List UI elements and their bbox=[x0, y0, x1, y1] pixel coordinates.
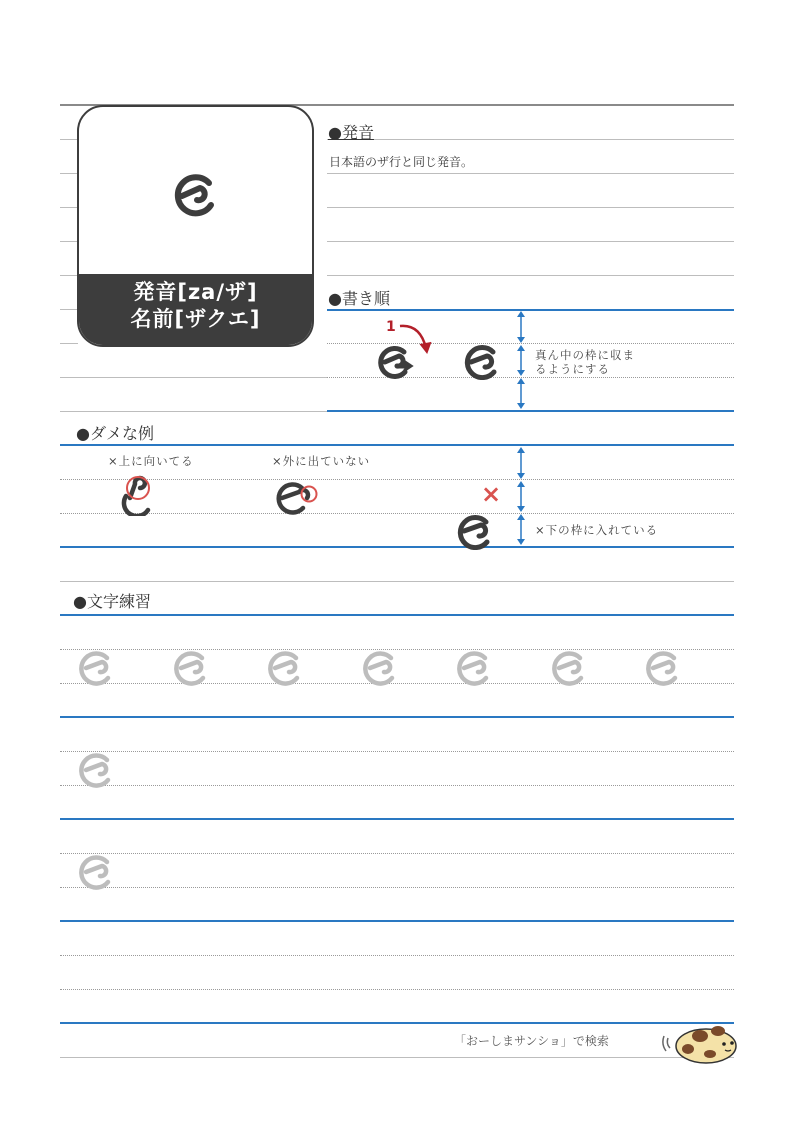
practice-rule bbox=[60, 853, 734, 854]
practice-rule bbox=[60, 785, 734, 786]
rule bbox=[60, 377, 327, 378]
trace-glyph-7 bbox=[645, 650, 685, 686]
rule bbox=[327, 241, 734, 242]
trace-glyph-3 bbox=[267, 650, 307, 686]
stroke-order-top-rule bbox=[327, 309, 734, 311]
rule bbox=[60, 411, 327, 412]
pronunciation-label: 発音[za/ザ] bbox=[133, 280, 258, 304]
stroke-order-note: 真ん中の枠に収ま るようにする bbox=[535, 348, 635, 376]
rule bbox=[60, 309, 78, 310]
pronunciation-text: 日本語のザ行と同じ発音。 bbox=[329, 155, 474, 169]
practice-rule bbox=[60, 751, 734, 752]
bad-example-label-3: ×下の枠に入れている bbox=[535, 523, 659, 537]
rule bbox=[60, 275, 78, 276]
practice-rule bbox=[60, 818, 734, 820]
trace-glyph-1 bbox=[78, 650, 118, 686]
rule bbox=[60, 139, 78, 140]
practice-rule bbox=[60, 1022, 734, 1024]
practice-rule bbox=[60, 614, 734, 616]
salamander-mascot-icon bbox=[662, 1016, 738, 1064]
search-hint: 「おーしまサンショ」で検索 bbox=[454, 1034, 609, 1048]
stroke-order-heading: ●書き順 bbox=[328, 289, 390, 308]
practice-rule bbox=[60, 716, 734, 718]
rule bbox=[327, 139, 734, 140]
rule bbox=[327, 207, 734, 208]
trace-glyph-6 bbox=[551, 650, 591, 686]
mistake-x-icon: × bbox=[481, 480, 502, 508]
trace-glyph-8 bbox=[78, 752, 118, 788]
trace-glyph-5 bbox=[456, 650, 496, 686]
trace-glyph-9 bbox=[78, 854, 118, 890]
bad-example-label-2: ×外に出ていない bbox=[272, 454, 371, 468]
bad-example-label-1: ×上に向いてる bbox=[108, 454, 194, 468]
bad-examples-mid-rule bbox=[60, 513, 734, 514]
rule bbox=[60, 173, 78, 174]
rule bbox=[60, 241, 78, 242]
practice-rule bbox=[60, 920, 734, 922]
bad-example-glyph-2 bbox=[273, 480, 321, 516]
rule bbox=[327, 275, 734, 276]
bad-examples-mid-rule bbox=[60, 479, 734, 480]
bad-example-glyph-1 bbox=[118, 474, 158, 516]
bad-example-glyph-3 bbox=[455, 512, 501, 550]
bad-examples-top-rule bbox=[60, 444, 734, 446]
practice-heading: ●文字練習 bbox=[73, 592, 151, 611]
bottom-rule bbox=[60, 1057, 734, 1058]
bad-examples-heading: ●ダメな例 bbox=[76, 424, 154, 443]
height-guide-arrow-icon bbox=[515, 446, 527, 546]
rule bbox=[327, 173, 734, 174]
rule bbox=[60, 343, 78, 344]
rule bbox=[60, 207, 78, 208]
height-guide-arrow-icon bbox=[515, 310, 527, 410]
trace-glyph-2 bbox=[173, 650, 213, 686]
rule bbox=[60, 581, 734, 582]
practice-rule bbox=[60, 989, 734, 990]
pronunciation-heading: ●発音 bbox=[328, 123, 374, 142]
za-character-glyph bbox=[169, 169, 223, 223]
name-label: 名前[ザクエ] bbox=[130, 307, 261, 331]
za-stroke-guide-glyph bbox=[375, 344, 421, 380]
character-card bbox=[77, 105, 314, 347]
stroke-number: 1 bbox=[386, 319, 396, 335]
character-name-band bbox=[79, 274, 312, 345]
bad-examples-bottom-rule bbox=[60, 546, 734, 548]
practice-rule bbox=[60, 955, 734, 956]
stroke-order-bottom-rule bbox=[327, 410, 734, 412]
za-example-glyph bbox=[462, 344, 502, 380]
trace-glyph-4 bbox=[362, 650, 402, 686]
practice-rule bbox=[60, 887, 734, 888]
